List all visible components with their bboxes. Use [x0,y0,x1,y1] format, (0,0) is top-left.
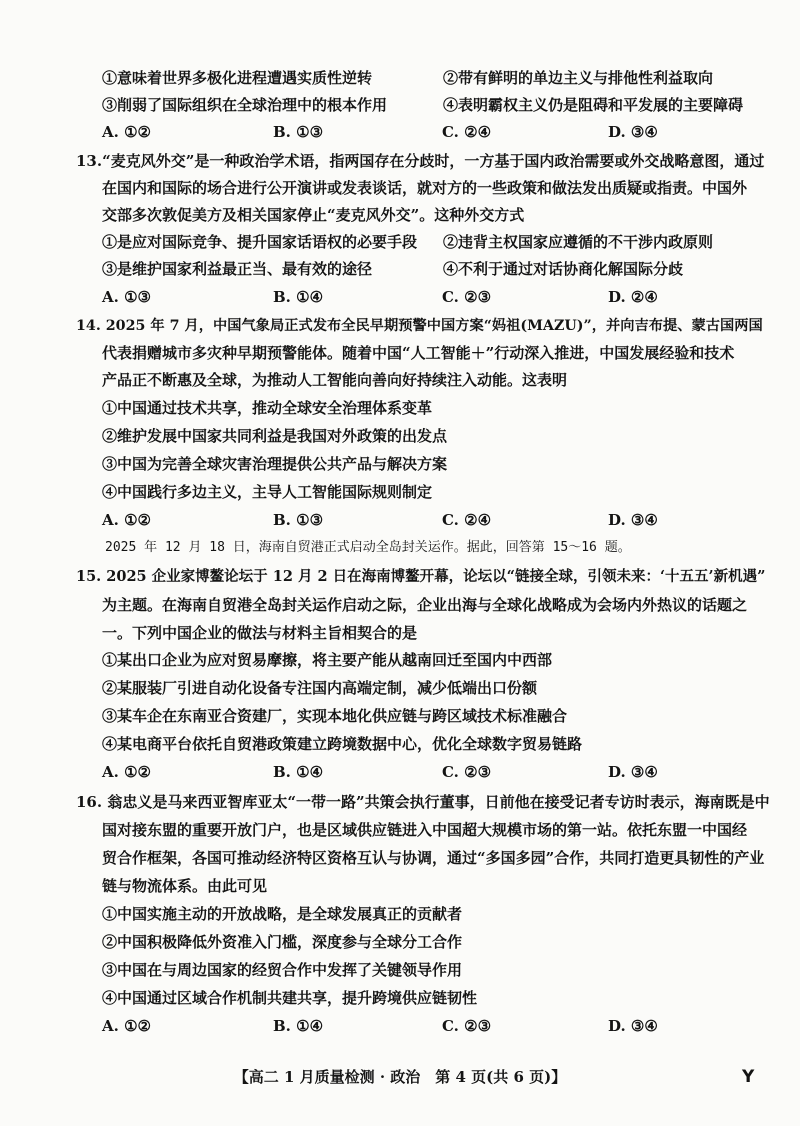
q13-choice-d: D. ②④ [608,288,658,306]
q16-stem-line-1: 16. 翁忠义是马来西亚智库亚太“一带一路”共策会执行董事，日前他在接受记者专访时表示，海南既是中 [76,793,770,811]
q15-stem-line-1: 15. 2025 企业家博鳌论坛于 12 月 2 日在海南博鳌开幕，论坛以“链接全球，引领未来：‘十五五’新机遇” [76,568,766,585]
q13-stem-line-3: 交部多次敦促美方及相关国家停止“麦克风外交”。这种外交方式 [102,206,525,224]
q15-option-1: ①某出口企业为应对贸易摩擦，将主要产能从越南回迁至国内中西部 [102,651,553,669]
q14-stem-line-1: 14. 2025 年 7 月，中国气象局正式发布全民早期预警中国方案“妈祖(MAZU)”，并向吉布提、蒙古国两国 [76,318,763,334]
q16-option-3: ③中国在与周边国家的经贸合作中发挥了关键领导作用 [102,961,463,979]
q13-choices [0,284,800,310]
q13-option-row-2 [0,256,800,282]
q15-stem-line-3: 一。下列中国企业的做法与材料主旨相契合的是 [102,624,418,642]
q16-stem-line-3: 贸合作框架，各国可推动经济特区资格互认与协调，通过“多国多园”合作，共同打造更具韧性的产业 [102,849,765,867]
q14-option-4: ④中国践行多边主义，主导人工智能国际规则制定 [102,483,433,501]
q14-choice-b: B. ①③ [273,511,324,529]
footer-text: 【高二 1 月质量检测 · 政治 第 4 页(共 6 页)】 [233,1068,567,1086]
q12-choice-c: C. ②④ [442,123,492,141]
q16-stem-line-4: 链与物流体系。由此可见 [102,877,268,895]
paper-version-mark: Y [742,1067,755,1087]
q15-choice-a: A. ①② [102,763,151,781]
q16-choice-a: A. ①② [102,1017,151,1035]
q12-option-2: ②带有鲜明的单边主义与排他性利益取向 [443,69,714,87]
q14-option-1: ①中国通过技术共享，推动全球安全治理体系变革 [102,399,433,417]
material-note: 2025 年 12 月 18 日，海南自贸港正式启动全岛封关运作。据此，回答第 15～16 题。 [105,540,631,555]
q15-choice-b: B. ①④ [273,763,324,781]
q13-option-1: ①是应对国际竞争、提升国家话语权的必要手段 [102,233,418,251]
q13-option-2: ②违背主权国家应遵循的不干涉内政原则 [443,233,714,251]
q14-choices [0,507,800,533]
q15-option-2: ②某服装厂引进自动化设备专注国内高端定制，减少低端出口份额 [102,679,538,697]
q13-choice-b: B. ①④ [273,288,324,306]
q14-option-3: ③中国为完善全球灾害治理提供公共产品与解决方案 [102,455,448,473]
q15-choice-c: C. ②③ [442,763,492,781]
q12-option-1: ①意味着世界多极化进程遭遇实质性逆转 [102,69,373,87]
q15-choice-d: D. ③④ [608,763,658,781]
q15-choices [0,759,800,785]
q14-choice-c: C. ②④ [442,511,492,529]
q12-choices [0,119,800,145]
q12-option-row-2 [0,92,800,118]
page-footer [0,1064,800,1090]
q16-stem-line-2: 国对接东盟的重要开放门户，也是区域供应链进入中国超大规模市场的第一站。依托东盟一中国经 [102,821,748,839]
q12-option-3: ③削弱了国际组织在全球治理中的根本作用 [102,96,388,114]
q16-choice-b: B. ①④ [273,1017,324,1035]
q13-option-3: ③是维护国家利益最正当、最有效的途径 [102,260,373,278]
q14-choice-a: A. ①② [102,511,151,529]
q12-option-row-1 [0,65,800,91]
q16-option-4: ④中国通过区域合作机制共建共享，提升跨境供应链韧性 [102,989,478,1007]
q13-stem-line-2: 在国内和国际的场合进行公开演讲或发表谈话，就对方的一些政策和做法发出质疑或指责。中国外 [102,179,748,197]
q12-choice-a: A. ①② [102,123,151,141]
q13-choice-c: C. ②③ [442,288,492,306]
q15-option-4: ④某电商平台依托自贸港政策建立跨境数据中心，优化全球数字贸易链路 [102,735,583,753]
q16-choices [0,1013,800,1039]
q12-choice-b: B. ①③ [273,123,324,141]
q15-option-3: ③某车企在东南亚合资建厂，实现本地化供应链与跨区域技术标准融合 [102,707,568,725]
q16-option-1: ①中国实施主动的开放战略，是全球发展真正的贡献者 [102,905,463,923]
q14-stem-line-3: 产品正不断惠及全球，为推动人工智能向善向好持续注入动能。这表明 [102,371,568,389]
q16-choice-c: C. ②③ [442,1017,492,1035]
q15-stem-line-2: 为主题。在海南自贸港全岛封关运作启动之际，企业出海与全球化战略成为会场内外热议的话题之 [102,596,748,614]
q13-choice-a: A. ①③ [102,288,151,306]
q12-choice-d: D. ③④ [608,123,658,141]
q12-option-4: ④表明霸权主义仍是阻碍和平发展的主要障碍 [443,96,744,114]
q14-stem-line-2: 代表捐赠城市多灾种早期预警能体。随着中国“人工智能＋”行动深入推进，中国发展经验和技术 [102,344,735,362]
q13-option-4: ④不利于通过对话协商化解国际分歧 [443,260,684,278]
q13-option-row-1 [0,229,800,255]
q16-choice-d: D. ③④ [608,1017,658,1035]
q13-stem-line-1: 13.“麦克风外交”是一种政治学术语，指两国存在分歧时，一方基于国内政治需要或外交战略意图，通过 [76,152,765,170]
q16-option-2: ②中国积极降低外资准入门槛，深度参与全球分工合作 [102,933,463,951]
q14-option-2: ②维护发展中国家共同利益是我国对外政策的出发点 [102,427,448,445]
q14-choice-d: D. ③④ [608,511,658,529]
